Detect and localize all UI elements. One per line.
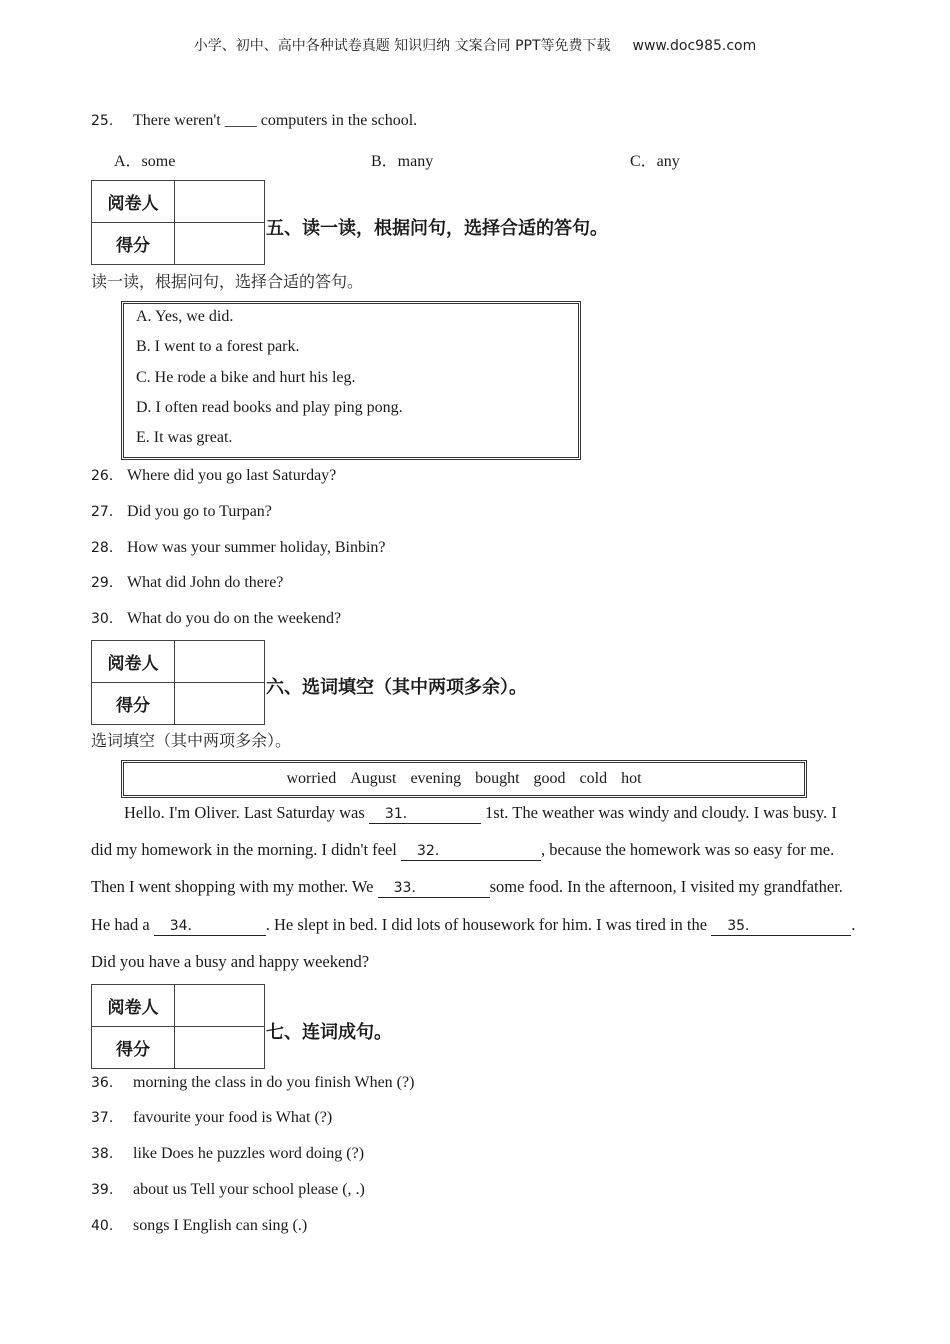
question-26 <box>91 465 336 485</box>
question-40 <box>91 1217 307 1235</box>
word: bought <box>475 770 520 787</box>
passage-text: Hello. I'm Oliver. Last Saturday was <box>124 803 369 822</box>
option-b[interactable]: B．many <box>371 153 434 170</box>
blank-number: 33． <box>393 880 426 896</box>
question-text: morning the class in do you finish When (?) <box>133 1074 415 1091</box>
answer-a: A. Yes, we did. <box>136 308 234 325</box>
question-number: 29． <box>91 575 123 591</box>
word: August <box>350 770 397 787</box>
reviewer-label: 阅卷人 <box>92 181 175 223</box>
question-39 <box>91 1181 365 1199</box>
answer-d: D. I often read books and play ping pong. <box>136 399 403 416</box>
question-38 <box>91 1145 364 1163</box>
passage-text: He had a <box>91 915 154 934</box>
blank-32[interactable] <box>401 841 541 861</box>
passage-line-2 <box>91 840 834 861</box>
score-label: 得分 <box>92 223 175 265</box>
question-number: 38. <box>91 1146 114 1162</box>
score-table-7 <box>91 984 265 1069</box>
question-text: What did John do there? <box>127 574 284 591</box>
question-text: What do you do on the weekend? <box>127 610 342 627</box>
question-text: How was your summer holiday, Binbin? <box>127 539 386 556</box>
word: good <box>533 770 566 787</box>
answer-c: C. He rode a bike and hurt his leg. <box>136 369 356 386</box>
question-number: 25. <box>91 113 114 129</box>
passage-text: 1st. The weather was windy and cloudy. I was busy. I <box>480 803 837 822</box>
question-number: 28． <box>91 540 123 556</box>
blank-34[interactable] <box>154 916 266 936</box>
passage-text: . <box>851 915 856 934</box>
passage-line-3 <box>91 877 843 898</box>
question-number: 40. <box>91 1218 114 1234</box>
question-text: about us Tell your school please (, .) <box>133 1181 365 1198</box>
score-cell[interactable] <box>175 223 265 265</box>
section-5-instruction: 读一读，根据问句，选择合适的答句。 <box>91 272 364 291</box>
section-6-instruction: 选词填空（其中两项多余）。 <box>91 731 292 750</box>
score-table-5 <box>91 180 265 265</box>
question-36 <box>91 1074 414 1092</box>
word-bank <box>121 760 807 798</box>
score-table-6 <box>91 640 265 725</box>
question-28 <box>91 537 385 557</box>
passage-line-5: Did you have a busy and happy weekend? <box>91 952 370 971</box>
question-number: 37. <box>91 1110 114 1126</box>
blank-33[interactable] <box>378 878 490 898</box>
question-29 <box>91 572 283 592</box>
blank-number: 31． <box>384 806 417 822</box>
question-27 <box>91 501 272 521</box>
option-c[interactable]: C．any <box>630 153 680 170</box>
question-37 <box>91 1109 332 1127</box>
word: hot <box>621 770 642 787</box>
question-text: songs I English can sing (.) <box>133 1217 308 1234</box>
word: evening <box>410 770 462 787</box>
section-5-title: 五、读一读，根据问句，选择合适的答句。 <box>266 218 608 239</box>
reviewer-label: 阅卷人 <box>92 641 175 683</box>
word: worried <box>286 770 337 787</box>
passage-text: , because the homework was so easy for me. <box>541 840 835 859</box>
question-25 <box>91 112 417 130</box>
question-text: like Does he puzzles word doing (?) <box>133 1145 365 1162</box>
reviewer-cell[interactable] <box>175 641 265 683</box>
answer-box <box>121 301 581 460</box>
question-text: Where did you go last Saturday? <box>127 467 337 484</box>
answer-e: E. It was great. <box>136 429 233 446</box>
score-label: 得分 <box>92 683 175 725</box>
passage-text: Then I went shopping with my mother. We <box>91 877 378 896</box>
section-6-title: 六、选词填空（其中两项多余）。 <box>266 677 527 698</box>
answer-b: B. I went to a forest park. <box>136 338 300 355</box>
question-number: 36. <box>91 1075 114 1091</box>
question-text: Did you go to Turpan? <box>127 503 272 520</box>
blank-35[interactable] <box>711 916 851 936</box>
score-cell[interactable] <box>175 683 265 725</box>
blank-number: 35． <box>727 918 760 934</box>
page-header <box>0 35 950 55</box>
question-number: 30． <box>91 611 123 627</box>
question-number: 39. <box>91 1182 114 1198</box>
header-text: 小学、初中、高中各种试卷真题 知识归纳 文案合同 PPT等免费下载 <box>193 38 611 54</box>
reviewer-cell[interactable] <box>175 985 265 1027</box>
header-url[interactable]: www.doc985.com <box>632 38 757 54</box>
score-label: 得分 <box>92 1027 175 1069</box>
question-text: There weren't ____ computers in the school. <box>133 112 418 129</box>
passage-text: did my homework in the morning. I didn't feel <box>91 840 402 859</box>
passage-text: . He slept in bed. I did lots of housework for him. I was tired in the <box>265 915 712 934</box>
blank-number: 34． <box>169 918 202 934</box>
question-number: 27． <box>91 504 123 520</box>
word: cold <box>579 770 608 787</box>
passage-line-4 <box>91 915 855 936</box>
score-cell[interactable] <box>175 1027 265 1069</box>
blank-number: 32． <box>417 843 449 859</box>
passage-text: some food. In the afternoon, I visited my grandfather. <box>489 877 843 896</box>
question-text: favourite your food is What (?) <box>133 1109 333 1126</box>
reviewer-cell[interactable] <box>175 181 265 223</box>
option-a[interactable]: A．some <box>114 153 176 170</box>
reviewer-label: 阅卷人 <box>92 985 175 1027</box>
section-7-title: 七、连词成句。 <box>266 1022 392 1043</box>
passage-line-1 <box>124 803 837 824</box>
blank-31[interactable] <box>369 804 481 824</box>
question-number: 26． <box>91 468 123 484</box>
question-30 <box>91 608 341 628</box>
